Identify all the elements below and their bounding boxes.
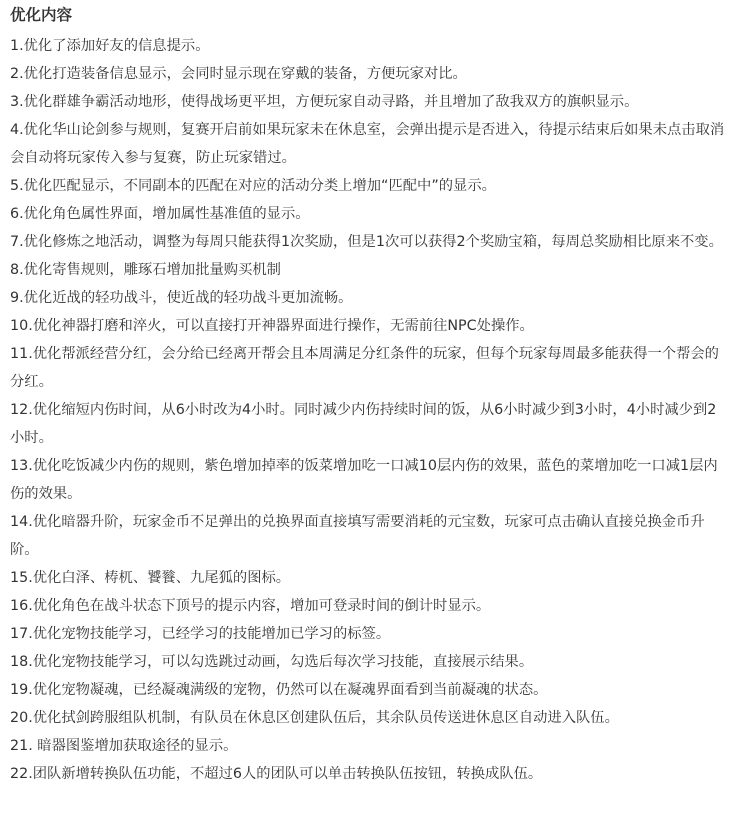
list-item: 18.优化宠物技能学习，可以勾选跳过动画，勾选后每次学习技能，直接展示结果。 [10, 654, 534, 670]
list-item: 17.优化宠物技能学习，已经学习的技能增加已学习的标签。 [10, 626, 391, 642]
document-body [10, 4, 728, 788]
list-item: 10.优化神器打磨和淬火，可以直接打开神器界面进行操作，无需前往NPC处操作。 [10, 318, 534, 334]
list-item: 13.优化吃饭减少内伤的规则，紫色增加掉率的饭菜增加吃一口减10层内伤的效果，蓝色的菜增加吃一口减1层内伤的效果。 [10, 458, 718, 502]
list-item: 6.优化角色属性界面，增加属性基准值的显示。 [10, 206, 310, 222]
list-item: 16.优化角色在战斗状态下顶号的提示内容，增加可登录时间的倒计时显示。 [10, 598, 491, 614]
list-item: 12.优化缩短内伤时间，从6小时改为4小时。同时减少内伤持续时间的饭，从6小时减少到3小时，4小时减少到2小时。 [10, 402, 717, 446]
list-item: 4.优化华山论剑参与规则，复赛开启前如果玩家未在休息室，会弹出提示是否进入，待提示结束后如果未点击取消会自动将玩家传入参与复赛，防止玩家错过。 [10, 122, 725, 166]
optimization-list [10, 32, 728, 788]
list-item: 1.优化了添加好友的信息提示。 [10, 38, 210, 54]
list-item: 8.优化寄售规则，雕琢石增加批量购买机制 [10, 262, 281, 278]
list-item: 3.优化群雄争霸活动地形，使得战场更平坦，方便玩家自动寻路，并且增加了敌我双方的旗帜显示。 [10, 94, 639, 110]
list-item: 21. 暗器图鉴增加获取途径的显示。 [10, 738, 238, 754]
list-item: 7.优化修炼之地活动，调整为每周只能获得1次奖励，但是1次可以获得2个奖励宝箱，每周总奖励相比原来不变。 [10, 234, 723, 250]
list-item: 20.优化拭剑跨服组队机制，有队员在休息区创建队伍后，其余队员传送进休息区自动进入队伍。 [10, 710, 619, 726]
list-item: 19.优化宠物凝魂，已经凝魂满级的宠物，仍然可以在凝魂界面看到当前凝魂的状态。 [10, 682, 548, 698]
list-item: 9.优化近战的轻功战斗，使近战的轻功战斗更加流畅。 [10, 290, 353, 306]
list-item: 15.优化白泽、梼杌、饕餮、九尾狐的图标。 [10, 570, 291, 586]
list-item: 2.优化打造装备信息显示，会同时显示现在穿戴的装备，方便玩家对比。 [10, 66, 467, 82]
section-title: 优化内容 [10, 6, 73, 24]
list-item: 11.优化帮派经营分红，会分给已经离开帮会且本周满足分红条件的玩家，但每个玩家每周最多能获得一个帮会的分红。 [10, 346, 719, 390]
list-item: 22.团队新增转换队伍功能，不超过6人的团队可以单击转换队伍按钮，转换成队伍。 [10, 766, 543, 782]
list-item: 14.优化暗器升阶，玩家金币不足弹出的兑换界面直接填写需要消耗的元宝数，玩家可点击确认直接兑换金币升阶。 [10, 514, 705, 558]
list-item: 5.优化匹配显示，不同副本的匹配在对应的活动分类上增加“匹配中”的显示。 [10, 178, 496, 194]
